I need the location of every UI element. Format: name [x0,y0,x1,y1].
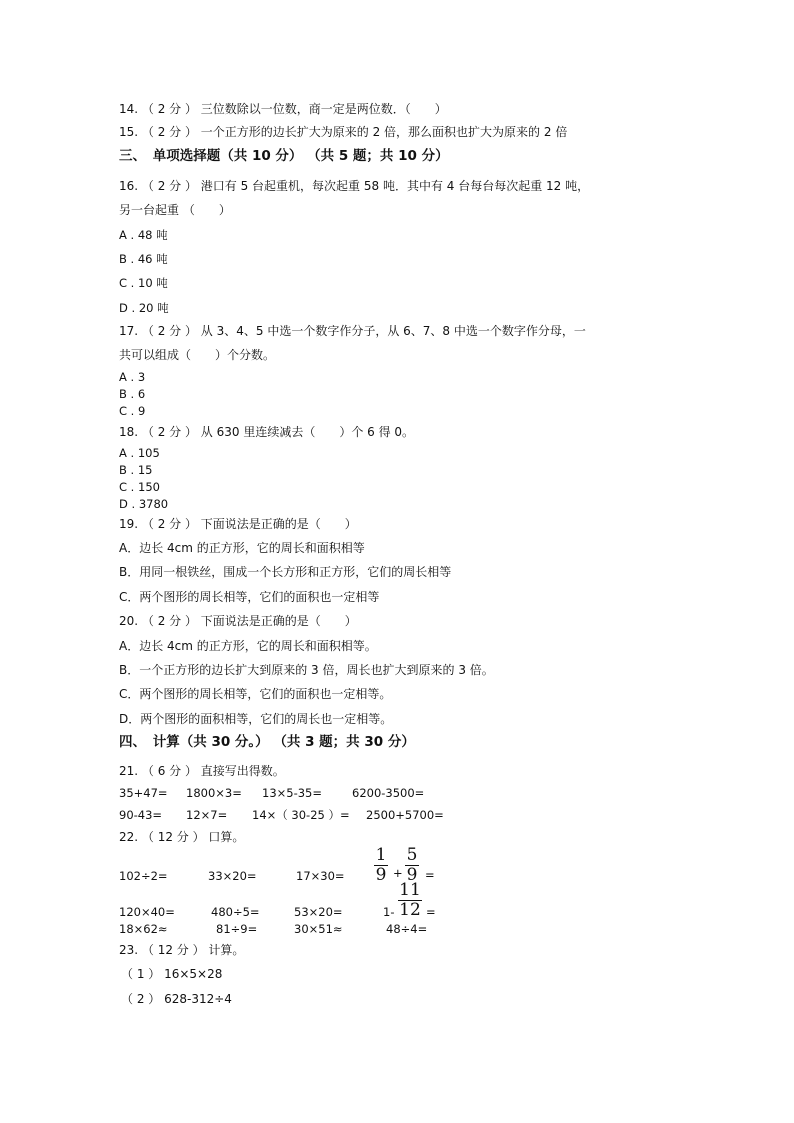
q21-r1-c4: 6200-3500= [352,786,425,800]
question-18: 18. （ 2 分 ） 从 630 里连续减去（ ）个 6 得 0。 [119,425,415,439]
equals-sign: = [426,905,436,919]
fraction-numerator: 11 [399,880,421,900]
q21-r2-c4: 2500+5700= [366,808,444,822]
q19-option-a: A．边长 4cm 的正方形，它的周长和面积相等 [119,541,365,555]
q18-option-c: C . 150 [119,480,160,494]
q18-option-b: B . 15 [119,463,153,477]
fraction-denominator: 9 [375,865,387,885]
q22-r2-c3: 53×20= [294,905,343,919]
q17-option-a: A . 3 [119,370,146,384]
q17-option-b: B . 6 [119,387,146,401]
question-14: 14. （ 2 分 ） 三位数除以一位数，商一定是两位数．（ ） [119,102,447,116]
section-3-heading: 三、 单项选择题（共 10 分） （共 5 题；共 10 分） [119,148,449,164]
question-22: 22. （ 12 分 ） 口算。 [119,830,245,844]
section-4-heading: 四、 计算（共 30 分。） （共 3 题；共 30 分） [119,734,415,750]
q19-option-c: C．两个图形的周长相等，它们的面积也一定相等 [119,590,380,604]
q22-r3-c1: 18×62≈ [119,922,168,936]
q23-item-1: （ 1 ） 16×5×28 [121,967,223,981]
question-21: 21. （ 6 分 ） 直接写出得数。 [119,764,285,778]
q22-r3-c4: 48÷4= [386,922,428,936]
q16-option-b: B . 46 吨 [119,252,168,266]
q22-r1-c1: 102÷2= [119,869,168,883]
q22-r1-c2: 33×20= [208,869,257,883]
q20-option-d: D．两个图形的面积相等，它们的周长也一定相等。 [119,712,393,726]
q21-r1-c1: 35+47= [119,786,168,800]
q21-r2-c3: 14×（ 30-25 ）= [252,808,350,822]
q20-option-c: C．两个图形的周长相等，它们的面积也一定相等。 [119,687,392,701]
q19-option-b: B．用同一根铁丝，围成一个长方形和正方形，它们的周长相等 [119,565,452,579]
q23-item-2: （ 2 ） 628-312÷4 [121,992,232,1006]
fraction-denominator: 9 [406,865,418,885]
question-19: 19. （ 2 分 ） 下面说法是正确的是（ ） [119,517,357,531]
q22-r3-c2: 81÷9= [216,922,258,936]
q21-r2-c2: 12×7= [186,808,228,822]
question-15: 15. （ 2 分 ） 一个正方形的边长扩大为原来的 2 倍，那么面积也扩大为原来的 2 倍 [119,125,568,139]
q21-r1-c3: 13×5-35= [262,786,323,800]
fraction-numerator: 1 [375,845,387,865]
question-20: 20. （ 2 分 ） 下面说法是正确的是（ ） [119,614,357,628]
fraction-5-9 [405,847,419,884]
fraction-11-12 [398,882,422,919]
q22-r1-c3: 17×30= [296,869,345,883]
question-16-line1: 16. （ 2 分 ） 港口有 5 台起重机，每次起重 58 吨．其中有 4 台每台每次起重 12 吨， [119,179,590,193]
q22-r2-c1: 120×40= [119,905,175,919]
q21-r2-c1: 90-43= [119,808,163,822]
fraction-numerator: 5 [406,845,418,865]
equals-sign: = [425,868,435,882]
plus-operator: + [393,866,403,880]
q20-option-b: B．一个正方形的边长扩大到原来的 3 倍，周长也扩大到原来的 3 倍。 [119,663,494,677]
q22-r3-c3: 30×51≈ [294,922,343,936]
fraction-denominator: 12 [399,900,421,920]
one-minus: 1- [383,905,395,919]
q16-option-c: C . 10 吨 [119,276,168,290]
question-17-line1: 17. （ 2 分 ） 从 3、4、5 中选一个数字作分子，从 6、7、8 中选一个数字作分母，一 [119,324,586,338]
q16-option-d: D . 20 吨 [119,301,169,315]
q20-option-a: A．边长 4cm 的正方形，它的周长和面积相等。 [119,639,377,653]
question-16-line2: 另一台起重 （ ） [119,203,231,217]
question-23: 23. （ 12 分 ） 计算。 [119,943,245,957]
question-17-line2: 共可以组成（ ）个分数。 [119,348,276,362]
q18-option-d: D . 3780 [119,497,169,511]
fraction-1-9 [374,847,388,884]
q21-r1-c2: 1800×3= [186,786,242,800]
q22-r2-c2: 480÷5= [211,905,260,919]
q18-option-a: A . 105 [119,446,160,460]
q16-option-a: A . 48 吨 [119,228,168,242]
q17-option-c: C . 9 [119,404,146,418]
